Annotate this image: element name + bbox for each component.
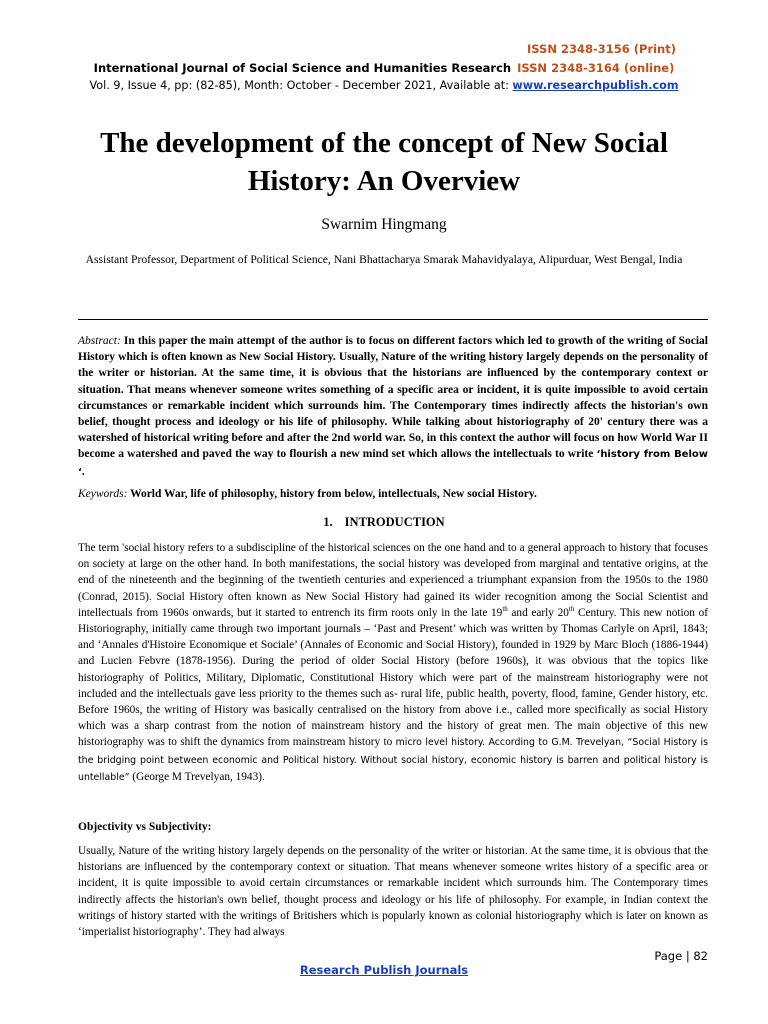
- keywords-label: Keywords:: [78, 488, 128, 500]
- intro-paragraph: [78, 540, 708, 786]
- abstract-label: Abstract:: [78, 335, 121, 347]
- keywords-text: World War, life of philosophy, history from below, intellectuals, New social History.: [130, 488, 537, 500]
- abstract-end: .: [81, 465, 85, 478]
- issn-online: ISSN 2348-3164 (online): [517, 61, 675, 75]
- intro-text-4: (George M Trevelyan, 1943).: [129, 770, 265, 783]
- divider: [78, 319, 708, 320]
- journal-header: [0, 61, 768, 75]
- intro-sup-2: th: [568, 605, 575, 614]
- section-number: 1.: [323, 515, 333, 529]
- author-name: Swarnim Hingmang: [321, 216, 447, 233]
- subsection-heading: Objectivity vs Subjectivity:: [78, 821, 212, 833]
- journal-name: International Journal of Social Science and Humanities Research: [93, 61, 512, 75]
- author-affiliation: Assistant Professor, Department of Political Science, Nani Bhattacharya Smarak Mahavidyalaya, Alipurduar, West Bengal, India: [85, 253, 683, 266]
- abstract-quote: ‘history from Below ‘: [78, 449, 709, 478]
- intro-sup-1: th: [502, 605, 508, 614]
- intro-text-3: Century. This new notion of Historiography, initially came through two important journals – ‘Past and Present’ which was written by Thomas Carlyle on April, 1843; and ‘Annales d'Histoire Economique et Sociale’ (Annales of Economic and Social History), founded in 1929 by Marc Bloch (1886-1944) and Lucien Febvre (1878-1956). During the period of older Social History (before 1960s), it was obvious that the topics like historiography of Politics, Military, Diplomatic, Constitutional History which were part of the mainstream historiography were not included and the intellectuals gave less priority to the themes such as- rural life, public health, poverty, flood, famine, Gender history, etc. Before 1960s, the writing of History was basically centralised on the history from above i.e., called more specifically as social History which was a sharp contrast from the notion of mainstream history and the history of great men. The main objective of this new historiography was to shift the dynamics from mainstream history to: [78, 606, 708, 749]
- website-link[interactable]: www.researchpublish.com: [512, 79, 679, 92]
- abstract-text: In this paper the main attempt of the author is to focus on different factors which led to growth of the writing of Social History which is often known as New Social History. Usually, Nature of the writing history largely depends on the personality of the writer or historian. At the same time, it is obvious that the historians are influenced by the contemporary context or situation. That means whenever someone writes something of a specific area or incident, it is quite impossible to avoid certain circumstances or remarkable incident which surrounds him. The Contemporary times indirectly affects the historian's own belief, thought process and ideology or his life of philosophy. While talking about historiography of 20' century there was a watershed of historical writing before and after the 2nd world war. So, in this context the author will focus on how World War II become a watershed and paved the way to flourish a new mind set which allows the intellectuals to write: [78, 335, 708, 461]
- page-number: Page | 82: [654, 949, 708, 963]
- section-title: INTRODUCTION: [344, 515, 445, 529]
- subsection-paragraph: Usually, Nature of the writing history largely depends on the personality of the writer or historian. At the same time, it is obvious that the historians are influenced by the contemporary context or situation. That means whenever someone writes history of a specific area or incident, it is quite impossible to avoid certain circumstances or remarkable incident which surrounds him. The Contemporary times indirectly affects the historian's own belief, thought process and ideology or his life of philosophy. For example, in Indian context the writings of history started with the writings of Britishers which is popularly known as colonial historiography which is later on known as ‘imperialist historiography’. They had always: [78, 845, 708, 939]
- issue-text: Vol. 9, Issue 4, pp: (82-85), Month: October - December 2021, Available at:: [89, 79, 513, 92]
- publisher-link[interactable]: Research Publish Journals: [299, 963, 469, 977]
- abstract: [78, 333, 708, 481]
- issn-print: ISSN 2348-3156 (Print): [527, 42, 676, 56]
- trevelyan-quote: micro level history. According to G.M. Trevelyan, “Social History is the bridging point between economic and Political history. Without social history, economic history is barren and political history is untellable”: [78, 737, 708, 783]
- issue-info: [0, 79, 768, 92]
- intro-text-2: and early 20: [507, 606, 569, 619]
- intro-text-1: The term 'social history refers to a subdiscipline of the historical sciences on the one hand and to a general approach to history that focuses on society at large on the other hand. In both manifestations, the social history was developed from marginal and tentative origins, at the end of the nineteenth and the beginning of the twentieth centuries and experienced a triumphant expansion from the 1950s to the 1980 (Conrad, 2015). Social History often known as New Social History had gained its wider recognition among the Social Scientist and intellectuals from 1960s onwards, but it started to entrench its firm roots only in the late 19: [78, 542, 708, 619]
- article-title: The development of the concept of New Social History: An Overview: [100, 127, 668, 197]
- section-heading: [0, 515, 768, 530]
- keywords: [78, 486, 708, 502]
